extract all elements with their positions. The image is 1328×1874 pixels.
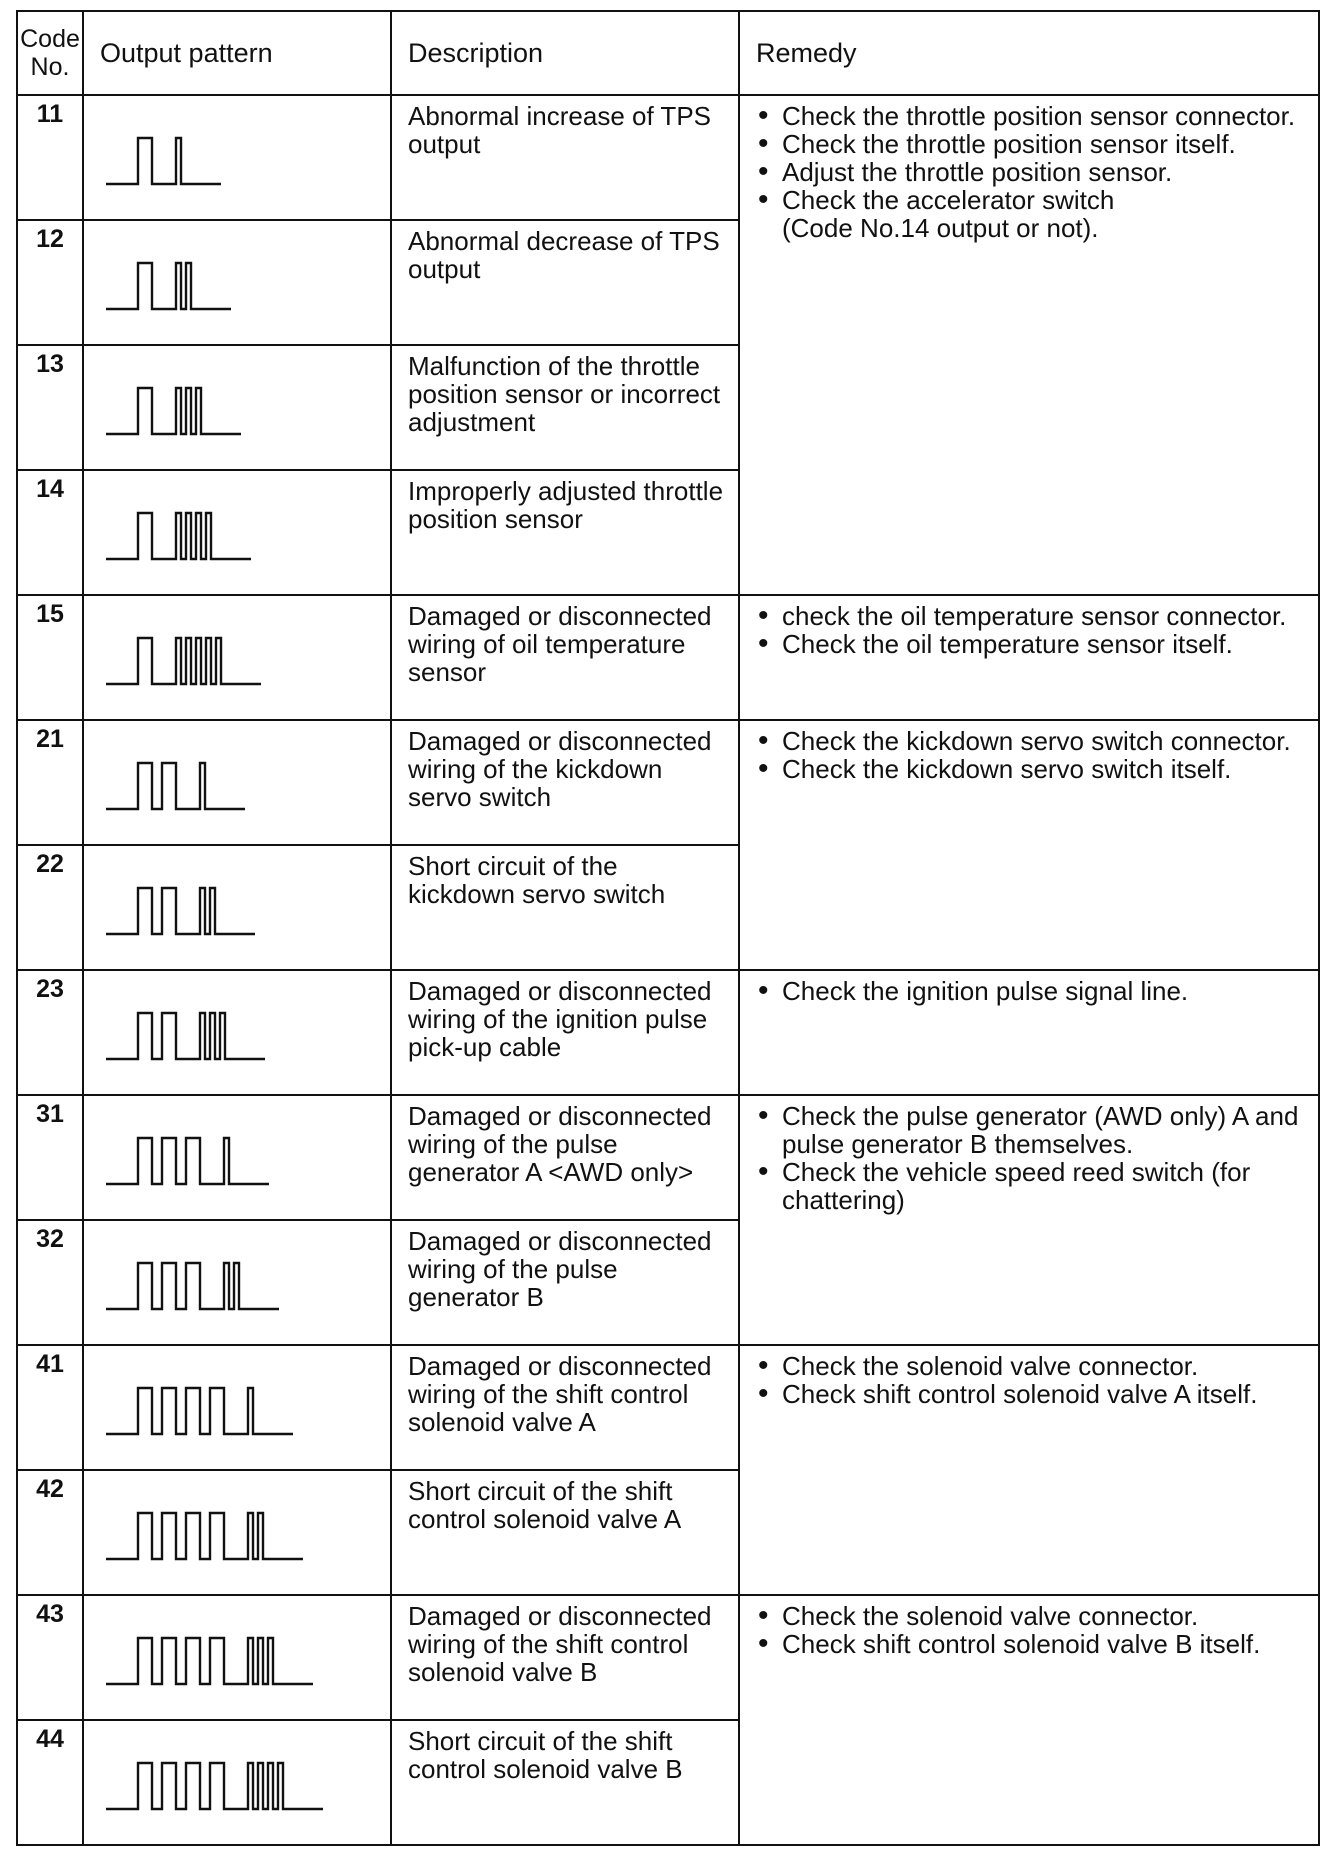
header-code-line2: No. [30, 53, 70, 81]
code-number: 11 [17, 95, 83, 220]
output-pattern-cell [83, 970, 391, 1095]
remedy-cell [739, 720, 1319, 970]
remedy-item: • Check the oil temperature sensor itself. [754, 630, 1308, 658]
description-cell: Short circuit of the shift control solenoid valve B [391, 1720, 739, 1845]
pulse-waveform-icon [106, 1632, 317, 1692]
remedy-item: • Check the ignition pulse signal line. [754, 977, 1308, 1005]
code-number: 12 [17, 220, 83, 345]
output-pattern-cell [83, 1220, 391, 1345]
pulse-waveform-icon [106, 1507, 307, 1567]
description-cell: Damaged or disconnected wiring of the pulse generator B [391, 1220, 739, 1345]
output-pattern-cell [83, 220, 391, 345]
table-row [17, 595, 1319, 720]
remedy-item: • Check shift control solenoid valve A itself. [754, 1380, 1308, 1408]
remedy-list [754, 1102, 1308, 1214]
remedy-item: • check the oil temperature sensor connector. [754, 602, 1308, 630]
table-body [17, 95, 1319, 1845]
code-number: 44 [17, 1720, 83, 1845]
pulse-waveform-icon [106, 632, 265, 692]
output-pattern-cell [83, 345, 391, 470]
pulse-waveform-icon [106, 1757, 327, 1817]
pulse-waveform-icon [106, 757, 249, 817]
description-cell: Malfunction of the throttle position sensor or incorrect adjustment [391, 345, 739, 470]
remedy-cell [739, 970, 1319, 1095]
description-cell: Damaged or disconnected wiring of the shift control solenoid valve B [391, 1595, 739, 1720]
description-cell: Improperly adjusted throttle position sensor [391, 470, 739, 595]
output-pattern-cell [83, 1720, 391, 1845]
code-number: 32 [17, 1220, 83, 1345]
description-cell: Damaged or disconnected wiring of the pulse generator A <AWD only> [391, 1095, 739, 1220]
remedy-item: • Check shift control solenoid valve B itself. [754, 1630, 1308, 1658]
output-pattern-cell [83, 1470, 391, 1595]
header-remedy: Remedy [739, 11, 1319, 95]
output-pattern-cell [83, 720, 391, 845]
remedy-cell [739, 95, 1319, 595]
pulse-waveform-icon [106, 882, 259, 942]
pulse-waveform-icon [106, 1132, 273, 1192]
output-pattern-cell [83, 1345, 391, 1470]
remedy-item: • Adjust the throttle position sensor. [754, 158, 1308, 186]
remedy-item: • Check the kickdown servo switch connector. [754, 727, 1308, 755]
pulse-waveform-icon [106, 1257, 283, 1317]
pulse-waveform-icon [106, 382, 245, 442]
output-pattern-cell [83, 1095, 391, 1220]
description-cell: Damaged or disconnected wiring of the ignition pulse pick-up cable [391, 970, 739, 1095]
table-row [17, 1345, 1319, 1470]
output-pattern-cell [83, 1595, 391, 1720]
remedy-list [754, 102, 1308, 214]
pulse-waveform-icon [106, 132, 225, 192]
pulse-waveform-icon [106, 1382, 297, 1442]
remedy-note: (Code No.14 output or not). [782, 213, 1099, 243]
header-description: Description [391, 11, 739, 95]
pulse-waveform-icon [106, 1007, 269, 1067]
table-row [17, 970, 1319, 1095]
remedy-list [754, 727, 1308, 783]
output-pattern-cell [83, 95, 391, 220]
remedy-list [754, 977, 1308, 1005]
header-output-pattern: Output pattern [83, 11, 391, 95]
remedy-item: • Check the pulse generator (AWD only) A and pulse generator B themselves. [754, 1102, 1308, 1158]
code-number: 31 [17, 1095, 83, 1220]
pulse-waveform-icon [106, 507, 255, 567]
remedy-item: • Check the vehicle speed reed switch (for chattering) [754, 1158, 1308, 1214]
description-cell: Damaged or disconnected wiring of the shift control solenoid valve A [391, 1345, 739, 1470]
remedy-item: • Check the solenoid valve connector. [754, 1602, 1308, 1630]
description-cell: Damaged or disconnected wiring of the kickdown servo switch [391, 720, 739, 845]
code-number: 14 [17, 470, 83, 595]
remedy-cell [739, 1095, 1319, 1345]
description-cell: Damaged or disconnected wiring of oil temperature sensor [391, 595, 739, 720]
remedy-cell [739, 1595, 1319, 1845]
description-cell: Short circuit of the kickdown servo switch [391, 845, 739, 970]
table-row [17, 720, 1319, 845]
description-cell: Abnormal increase of TPS output [391, 95, 739, 220]
code-number: 43 [17, 1595, 83, 1720]
code-number: 23 [17, 970, 83, 1095]
description-cell: Abnormal decrease of TPS output [391, 220, 739, 345]
remedy-list [754, 602, 1308, 658]
header-row [17, 11, 1319, 95]
pulse-waveform-icon [106, 257, 235, 317]
header-code-no [17, 11, 83, 95]
remedy-item: • Check the throttle position sensor connector. [754, 102, 1308, 130]
remedy-item: • Check the throttle position sensor itself. [754, 130, 1308, 158]
header-code-line1: Code [20, 25, 80, 53]
remedy-cell [739, 595, 1319, 720]
output-pattern-cell [83, 470, 391, 595]
diagnostic-code-table [16, 10, 1320, 1846]
code-number: 41 [17, 1345, 83, 1470]
remedy-item: • Check the kickdown servo switch itself. [754, 755, 1308, 783]
code-number: 22 [17, 845, 83, 970]
code-number: 42 [17, 1470, 83, 1595]
table-row [17, 95, 1319, 220]
remedy-list [754, 1352, 1308, 1408]
remedy-item: • Check the accelerator switch [754, 186, 1308, 214]
remedy-item: • Check the solenoid valve connector. [754, 1352, 1308, 1380]
code-number: 15 [17, 595, 83, 720]
output-pattern-cell [83, 845, 391, 970]
description-cell: Short circuit of the shift control solenoid valve A [391, 1470, 739, 1595]
table-row [17, 1095, 1319, 1220]
output-pattern-cell [83, 595, 391, 720]
remedy-cell [739, 1345, 1319, 1595]
code-number: 13 [17, 345, 83, 470]
table-row [17, 1595, 1319, 1720]
remedy-list [754, 1602, 1308, 1658]
code-number: 21 [17, 720, 83, 845]
